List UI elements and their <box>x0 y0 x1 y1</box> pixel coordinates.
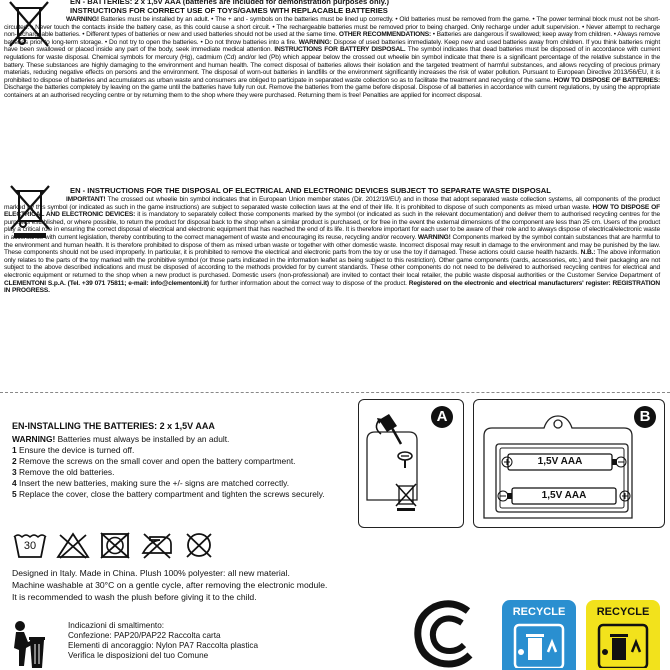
recycle-label: RECYCLE <box>596 606 650 618</box>
battery-text-block <box>4 16 660 100</box>
battery-section-title: INSTRUCTIONS FOR CORRECT USE OF TOYS/GAMES WITH REPLACABLE BATTERIES <box>70 6 388 15</box>
install-instructions <box>12 434 352 500</box>
disposal-info <box>68 621 388 661</box>
recycle-bin-icon <box>512 622 566 668</box>
weee-warning-text: Components marked by the symbol contain substances that are harmful to the environment and human health. It is therefore prohibited to dispose of them as mixed urban waste or together with other domestic waste. Incorrect disposal may result in damage to the environment and may be punished by the law. These components should not be used improperly. In particular, it is prohibited to remove the electrical and electronic parts from the toy or use the toy if damaged. These actions could cause health hazards. <box>4 233 661 257</box>
install-warning-text: Batteries must always be installed by an adult. <box>57 434 230 444</box>
weee-company-contact: CLEMENTONI S.p.A. (Tel. +39 071 75811; e-mail: info@clementoni.it) <box>4 279 209 287</box>
battery-label: 1,5V AAA <box>537 456 583 467</box>
weee-section-title: EN - INSTRUCTIONS FOR THE DISPOSAL OF ELECTRICAL AND ELECTRONIC DEVICES SUBJECT TO SEPARATE WASTE DISPOSAL <box>70 186 551 195</box>
disposal-line: Verifica le disposizioni del tuo Comune <box>68 651 209 660</box>
install-step: 4 Insert the new batteries, making sure the +/- signs are matched correctly. <box>12 478 290 488</box>
battery-warning-label: WARNING! <box>66 16 99 23</box>
weee-nb-label: N.B.: <box>580 249 596 257</box>
wash-30-icon <box>12 531 48 559</box>
figure-b-badge: B <box>634 406 656 428</box>
disposal-line: Elementi di ancoraggio: Nylon PA7 Raccolta plastica <box>68 641 259 650</box>
figure-a <box>358 399 464 528</box>
install-step: 3 Remove the old batteries. <box>12 467 115 477</box>
figure-b <box>473 399 665 528</box>
weee-nb-text: The above information only relates to the parts of the toy marked with the prohibitive symbol (or those parts indicated in the information leaflet as being subject to this restriction). Other game components (cards, accessories, etc.) and their packaging are not subject to the above described indications and must be disposed of according to the methods provided for by current standards. These other components do not need to be delivered to authorised recycling centres for electrical and electronic equipment or returned to the shop when a new product is purchased. Domestic users (non-professional) are invited to contact their local retailer, the public waste disposal authorities or the Customer Service Department of <box>4 249 660 279</box>
battery-disposal-text: The symbol indicates that dead batteries must be disposed of in accordance with current regulations for waste disposal. Chemical symbols for mercury (Hg), cadmium (Cd) and/or led (Pb) which appear below the crossed out wheelie bin symbol indicate that there is a significant percentage of the relative substance in the battery. These substances are highly damaging to the environment and human health. The correct disposal of batteries allows their isolation and the targeted treatment of harmful substances, and allows recycling of precious primary materials, reducing negative effects on persons and the environment. The disposal of worn-out batteries in landfills or the environment significantly increases the risk of water pollution. Pursuant to European Directive 2013/56/EU, it is prohibited to dispose of batteries and accumulators as urban waste and consumers are obliged to participate in separated waste collection so as to facilitate the treatment and recycling of the same. <box>4 46 661 84</box>
no-tumble-dry-icon <box>98 531 132 559</box>
separator-line <box>0 392 670 393</box>
small-bin-icon <box>396 484 416 511</box>
care-line: Machine washable at 30°C on a gentle cycle, after removing the electronic module. <box>12 580 328 590</box>
recycle-badge-yellow <box>586 600 660 670</box>
person-bin-icon <box>10 618 46 670</box>
recycle-label: RECYCLE <box>512 606 566 618</box>
install-title: EN-INSTALLING THE BATTERIES: 2 x 1,5V AAA <box>12 421 215 431</box>
recycle-bin-icon <box>596 622 650 668</box>
other-recommendations-label: OTHER RECOMMENDATIONS: <box>338 31 432 39</box>
wash-temperature: 30 <box>23 540 37 552</box>
clementoni-logo-icon <box>410 597 482 670</box>
how-to-dispose-batteries-label: HOW TO DISPOSE OF BATTERIES: <box>553 76 660 84</box>
disposal-heading: Indicazioni di smaltimento: <box>68 621 165 630</box>
care-line: Designed in Italy. Made in China. Plush 100% polyester: all new material. <box>12 568 290 578</box>
figure-a-badge: A <box>431 406 453 428</box>
screwdriver-icon <box>379 414 401 444</box>
weee-warning-label: WARNING! <box>417 233 451 241</box>
other-recommendations-text: • Batteries are dangerous if swallowed; keep away from children. • Always remove batteries prior to long-term storage. • Do not try to open the batteries. • Do not throw batteries into a fire. <box>4 31 661 46</box>
recycle-badge-blue <box>502 600 576 670</box>
install-step: 5 Replace the cover, close the battery compartment and tighten the screws securely. <box>12 489 325 499</box>
install-step: 1 Ensure the device is turned off. <box>12 445 135 455</box>
battery-warning2-label: WARNING: <box>298 38 332 46</box>
no-dry-clean-icon <box>182 531 216 559</box>
battery-label: 1,5V AAA <box>541 490 587 501</box>
weee-text-block <box>4 196 660 295</box>
weee-how-to-dispose-text: it is mandatory to separately collect those components marked by the symbol (or indicated as such in the relevant documentation) and deliver them to authorised recycling centres for the purposes established, or where possible, to return the product for disposal back to the shop when a similar product is purchased, or for free in the event the external dimensions of the component are less than 25 cm. Users of the product play a critical role in ensuring the correct disposal of electrical and electronic equipment that has reached the end of its life. It is therefore important for each user to be aware of their role and to always dispose of electrical/electronic waste in accordance with current legislation, thereby contributing to the correct management of waste and encouraging its reuse, recycling and/or recovery. <box>4 211 660 241</box>
weee-important-label: IMPORTANT! <box>66 196 106 203</box>
how-to-dispose-batteries-text: Discharge the batteries completely by leaving on the game until the batteries have fully run out. Remove the batteries from the game before disposal. Dispose of all batteries in accordance with current regulations, by using the appropriate containers at an authorised recycling centre or by returning them to the shop where they were purchased. Returning them is free! Penalties are applied for incorrect disposal. <box>4 84 660 99</box>
screw-icon <box>398 452 412 468</box>
battery-warning-text: Batteries must be installed by an adult. • The + and - symbols on the batteries must be lined up correctly. • Old batteries must be removed from the game. • The power terminal block must not be short-circuited. • Never touch the contacts inside the battery case, as this could cause a short circuit. • The rechargeable batteries must be removed prior to being charged. Only recharge under adult supervision. • Never attempt to recharge non-rechargeable batteries. • Different types of batteries or new and used batteries should not be used at the same time. <box>4 16 660 39</box>
install-warning-label: WARNING! <box>12 434 56 444</box>
care-line: It is recommended to wash the plush before giving it to the child. <box>12 592 257 602</box>
battery-disposal-label: INSTRUCTIONS FOR BATTERY DISPOSAL. <box>274 46 406 54</box>
care-text <box>12 567 392 603</box>
weee-nb-end-text: for further information about the correct way to dispose of the product. <box>210 279 407 287</box>
battery-warning2-text: Dispose of used batteries immediately. Keep new and used batteries away from children. If you think batteries might have been swallowed or placed inside any part of the body, seek immediate medical attention. <box>4 38 660 54</box>
disposal-line: Confezione: PAP20/PAP22 Raccolta carta <box>68 631 221 640</box>
no-bleach-icon <box>56 531 90 559</box>
no-iron-icon <box>140 531 174 559</box>
install-step: 2 Remove the screws on the small cover and open the battery compartment. <box>12 456 296 466</box>
weee-registration-text: Registered on the electronic and electrical manufacturers' register: REGISTRATION IN PROGRESS. <box>4 279 661 295</box>
weee-important-text: The crossed out wheelie bin symbol indicates that in European Union member states (Dir. 2012/19/EU) and in those that adopt separated waste collection systems, all components of the product marked by this symbol (or indicated as such in the game instructions) are subject to separated waste collection laws at the end of their life. It is prohibited to dispose of such components as mixed urban waste. <box>4 196 660 211</box>
battery-top-line: EN - BATTERIES: 2 x 1,5V AAA (batteries are included for demonstration purposes only.) <box>70 0 389 6</box>
weee-how-to-dispose-label: HOW TO DISPOSE OF ELECTRICAL AND ELECTRONIC DEVICES: <box>4 203 660 219</box>
